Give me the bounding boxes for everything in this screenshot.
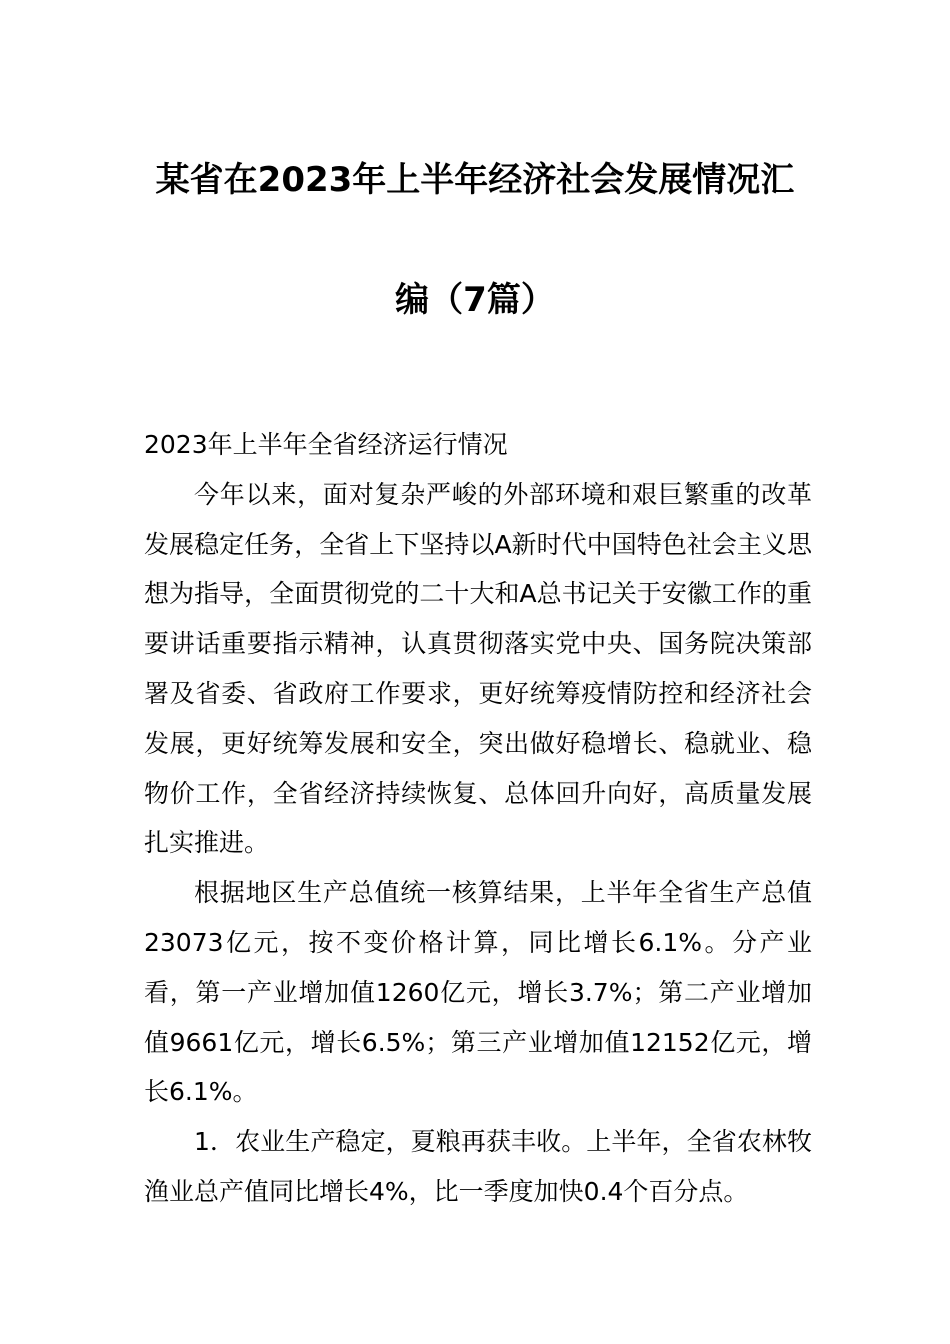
- document-title-line-2: 编（7篇）: [395, 280, 555, 320]
- document-body: [144, 420, 812, 1217]
- document-title-line-1: 某省在2023年上半年经济社会发展情况汇: [155, 160, 795, 200]
- paragraph-agriculture: 1．农业生产稳定，夏粮再获丰收。上半年，全省农林牧渔业总产值同比增长4%，比一季度加快0.4个百分点。: [144, 1127, 812, 1206]
- section-heading: 2023年上半年全省经济运行情况: [144, 430, 508, 459]
- paragraph-gdp: 根据地区生产总值统一核算结果，上半年全省生产总值23073亿元，按不变价格计算，同比增长6.1%。分产业看，第一产业增加值1260亿元，增长3.7%；第二产业增加值9661亿元，增长6.5%；第三产业增加值12152亿元，增长6.1%。: [144, 878, 812, 1107]
- paragraph-intro: 今年以来，面对复杂严峻的外部环境和艰巨繁重的改革发展稳定任务，全省上下坚持以A新时代中国特色社会主义思想为指导，全面贯彻党的二十大和A总书记关于安徽工作的重要讲话重要指示精神，认真贯彻落实党中央、国务院决策部署及省委、省政府工作要求，更好统筹疫情防控和经济社会发展，更好统筹发展和安全，突出做好稳增长、稳就业、稳物价工作，全省经济持续恢复、总体回升向好，高质量发展扎实推进。: [144, 479, 812, 858]
